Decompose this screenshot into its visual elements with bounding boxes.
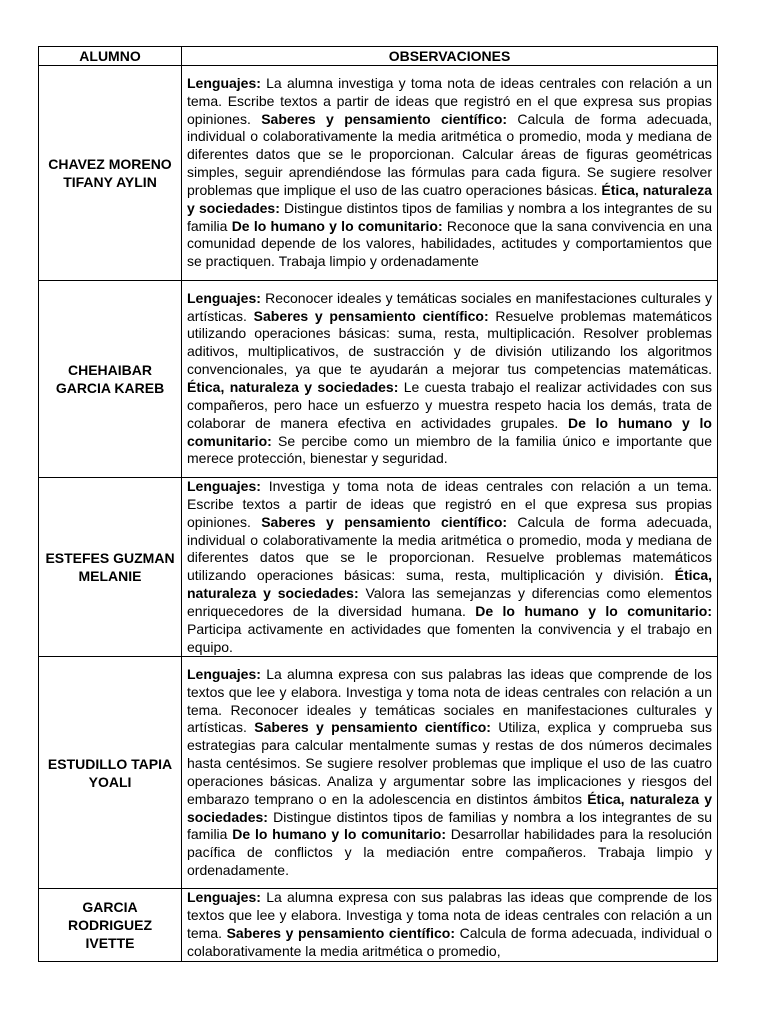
observation-segment: Distingue distintos tipos de familias y nombra a los integrantes de su familia — [187, 808, 712, 843]
subject-heading: De lo humano y lo comunitario: — [232, 826, 446, 843]
observation-segment: Reconoce que la sana convivencia en una comunidad depende de los valores, habilidades, actitudes y comportamientos que se practiquen. Trabaja limpio y ordenadamente — [187, 217, 712, 270]
observation-segment: Calcula de forma adecuada, individual o colaborativamente la media aritmética o promedio, moda y mediana de diferentes datos que se le proporcionan. Calcular áreas de figuras geométricas simples, seguir aprendiéndose las fórmulas para cada figura. Se sugiere resolver problemas que implique el uso de las cuatro operaciones básicas. — [187, 110, 712, 198]
subject-heading: Saberes y pensamiento científico: — [254, 719, 491, 736]
observation-segment: La alumna expresa con sus palabras las ideas que comprende de los textos que lee y elabora. Investiga y toma nota de ideas centrales con relación a un tema. Reconocer ideales y temáticas sociales en manifestaciones culturales y artísticas. — [187, 665, 712, 736]
subject-heading: Lenguajes: — [187, 289, 261, 306]
header-alumno: ALUMNO — [39, 47, 182, 66]
observation-segment: Se percibe como un miembro de la familia único e importante que merece protección, bienestar y seguridad. — [187, 432, 712, 467]
observation-segment: Le cuesta trabajo el realizar actividades con sus compañeros, pero hace un esfuerzo y muestra respeto hacia los demás, trata de colaborar de manera efectiva en actividades grupales. — [187, 379, 712, 431]
subject-heading: Ética, naturaleza y sociedades: — [187, 379, 399, 395]
observation-segment: Utiliza, explica y comprueba sus estrategias para calcular mentalmente sumas y restas de dos números decimales hasta centésimos. Se sugiere resolver problemas que implique el uso de las cuatro operaciones básicas. Analiza y argumentar sobre las implicaciones y riesgos del embarazo temprano o en la adolescencia en distintos ámbitos — [187, 719, 712, 807]
student-name: ESTEFES GUZMAN MELANIE — [39, 478, 182, 657]
table-row — [39, 478, 718, 657]
student-name: CHAVEZ MORENO TIFANY AYLIN — [39, 66, 182, 281]
subject-heading: Saberes y pensamiento científico: — [261, 513, 508, 530]
subject-heading: Saberes y pensamiento científico: — [261, 110, 508, 127]
observation-text — [182, 657, 718, 889]
header-observaciones: OBSERVACIONES — [182, 47, 718, 66]
observation-segment: Reconocer ideales y temáticas sociales en manifestaciones culturales y artísticas. — [187, 289, 712, 324]
subject-heading: Lenguajes: — [187, 665, 261, 682]
observation-segment: Desarrollar habilidades para la resolución pacífica de conflictos y la mediación entre compañeros. Trabaja limpio y ordenadamente. — [187, 826, 712, 879]
observation-segment: Participa activamente en actividades que fomenten la convivencia y el trabajo en equipo. — [187, 620, 712, 655]
student-name: CHEHAIBAR GARCIA KAREB — [39, 281, 182, 478]
observation-text — [182, 281, 718, 478]
subject-heading: De lo humano y lo comunitario: — [231, 217, 443, 234]
subject-heading: Lenguajes: — [187, 74, 261, 91]
subject-heading: De lo humano y lo comunitario: — [187, 414, 712, 449]
student-name: GARCIA RODRIGUEZ IVETTE — [39, 889, 182, 961]
observation-segment: Investiga y toma nota de ideas centrales con relación a un tema. Escribe textos a partir de ideas que registró en el que expresa sus propias opiniones. — [187, 478, 712, 530]
observation-segment: Valora las semejanzas y diferencias como elementos enriquecedores de la diversidad humana. — [187, 585, 712, 619]
observation-text — [182, 889, 718, 961]
observation-segment: La alumna investiga y toma nota de ideas centrales con relación a un tema. Escribe textos a partir de ideas que registró en el que expresa sus propias opiniones. — [187, 74, 712, 127]
observation-segment: Resuelve problemas matemáticos utilizando operaciones básicas: suma, resta, multiplicación. Resolver problemas aditivos, multiplicativos, de sustracción y de división utilizando los algoritmos convencionales, ya que te ayudarán a mejorar tus competencias matemáticas. — [187, 307, 712, 378]
observation-segment: La alumna expresa con sus palabras las ideas que comprende de los textos que lee y elabora. Investiga y toma nota de ideas centrales con relación a un tema. — [187, 889, 712, 942]
observation-segment: Calcula de forma adecuada, individual o colaborativamente la media aritmética o promedio, — [187, 925, 713, 959]
subject-heading: Saberes y pensamiento científico: — [253, 307, 489, 324]
subject-heading: Lenguajes: — [187, 478, 261, 494]
subject-heading: Saberes y pensamiento científico: — [226, 925, 456, 942]
subject-heading: Ética, naturaleza y sociedades: — [187, 790, 712, 825]
observation-segment: Distingue distintos tipos de familias y nombra a los integrantes de su familia — [187, 199, 712, 234]
table-row — [39, 281, 718, 478]
header-row — [39, 47, 718, 66]
observation-segment: Calcula de forma adecuada, individual o colaborativamente la media aritmética o promedio, moda y mediana de diferentes datos que se le proporcionan. Resuelve problemas matemáticos utilizando operaciones básicas: suma, resta, multiplicación y división. — [187, 513, 712, 584]
subject-heading: De lo humano y lo comunitario: — [475, 602, 713, 619]
student-name: ESTUDILLO TAPIA YOALI — [39, 657, 182, 889]
subject-heading: Ética, naturaleza y sociedades: — [187, 567, 712, 602]
subject-heading: Lenguajes: — [187, 889, 261, 906]
table-row — [39, 66, 718, 281]
observations-table — [38, 46, 718, 962]
subject-heading: Ética, naturaleza y sociedades: — [187, 181, 712, 216]
table-row — [39, 889, 718, 961]
observation-text — [182, 66, 718, 281]
observation-text — [182, 478, 718, 657]
table-row — [39, 657, 718, 889]
